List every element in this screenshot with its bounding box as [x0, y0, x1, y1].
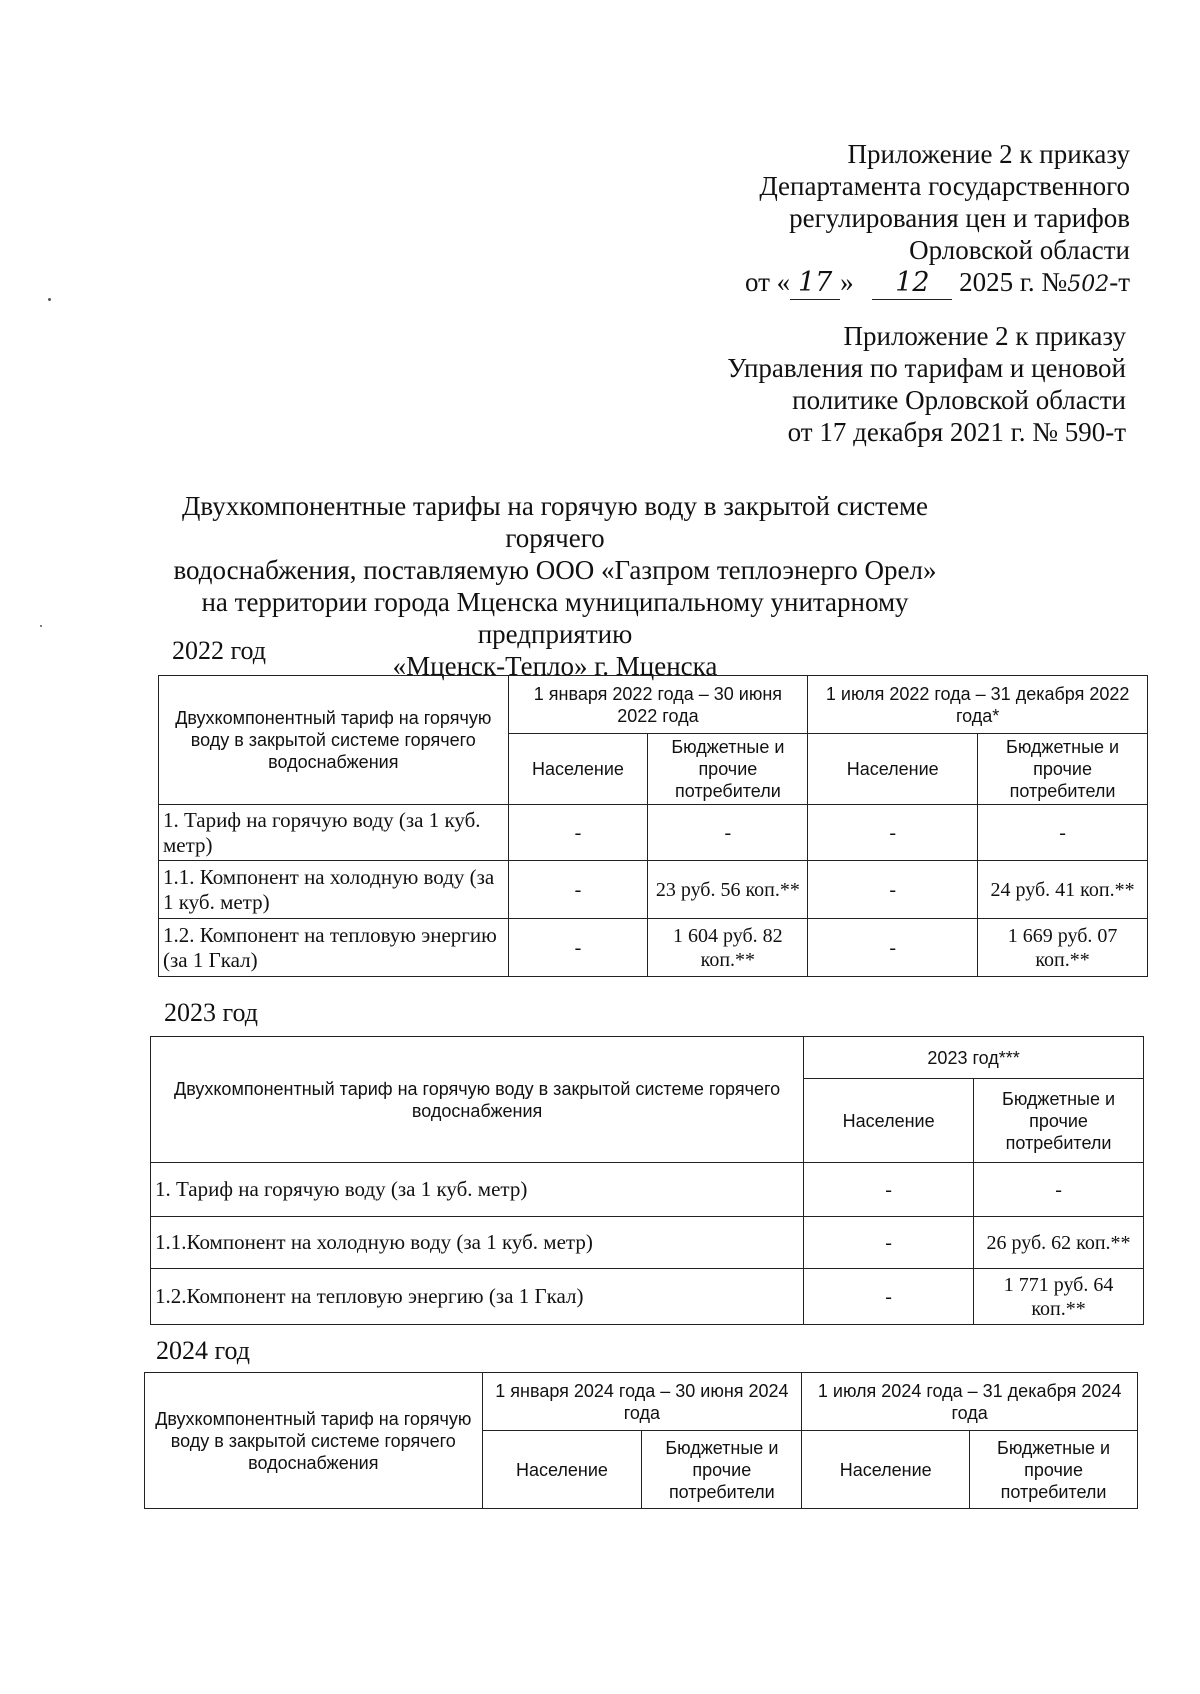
appendix-line: Управления по тарифам и ценовой — [727, 353, 1126, 383]
date-month-handwritten: 12 — [872, 267, 952, 300]
appendix-line: Приложение 2 к приказу — [843, 321, 1126, 351]
header-population: Население — [808, 734, 978, 805]
header-budget: Бюджетные и прочие потребители — [970, 1431, 1138, 1509]
tariff-table-2023 — [150, 1036, 1144, 1325]
title-line: водоснабжения, поставляемую ООО «Газпром теплоэнерго Орел» — [173, 555, 937, 585]
cell-value: - — [508, 861, 648, 919]
appendix-line: регулирования цен и тарифов — [789, 203, 1130, 233]
date-year: 2025 г. № — [959, 267, 1068, 297]
cell-value: - — [808, 861, 978, 919]
order-number-suffix: -т — [1109, 267, 1130, 297]
cell-value: - — [808, 919, 978, 977]
cell-value: - — [804, 1217, 974, 1269]
header-period: 2023 год*** — [804, 1037, 1144, 1079]
table-row — [159, 805, 1148, 861]
title-line: Двухкомпонентные тарифы на горячую воду в закрытой системе горячего — [181, 491, 929, 553]
title-line: на территории города Мценска муниципальному унитарному предприятию — [201, 587, 909, 649]
appendix-line: Приложение 2 к приказу — [847, 139, 1130, 169]
date-day-handwritten: 17 — [790, 267, 840, 300]
scan-speck — [48, 298, 51, 301]
cell-value: - — [804, 1163, 974, 1217]
row-label: 1.1. Компонент на холодную воду (за 1 куб. метр) — [159, 861, 509, 919]
appendix-line: политике Орловской области — [792, 385, 1126, 415]
title-line: «Мценск-Тепло» г. Мценска — [392, 651, 718, 681]
year-label-2023: 2023 год — [164, 998, 258, 1027]
cell-value: - — [648, 805, 808, 861]
appendix-line: Департамента государственного — [759, 171, 1130, 201]
cell-value: - — [804, 1269, 974, 1325]
header-budget: Бюджетные и прочие потребители — [974, 1079, 1144, 1163]
table-row — [151, 1163, 1144, 1217]
scan-speck — [40, 625, 42, 627]
cell-value: - — [808, 805, 978, 861]
cell-value: - — [508, 805, 648, 861]
cell-value: - — [974, 1163, 1144, 1217]
tariff-table-2022 — [158, 675, 1148, 977]
cell-value: 26 руб. 62 коп.** — [974, 1217, 1144, 1269]
appendix-header-original — [727, 320, 1126, 448]
appendix-date-line — [745, 266, 1130, 301]
header-budget: Бюджетные и прочие потребители — [648, 734, 808, 805]
date-mid: » — [840, 267, 854, 297]
row-label: 1. Тариф на горячую воду (за 1 куб. метр) — [159, 805, 509, 861]
header-tariff-caption: Двухкомпонентный тариф на горячую воду в закрытой системе горячего водоснабжения — [151, 1037, 804, 1163]
header-period-1: 1 января 2022 года – 30 июня 2022 года — [508, 676, 808, 734]
row-label: 1. Тариф на горячую воду (за 1 куб. метр) — [151, 1163, 804, 1217]
header-population: Население — [508, 734, 648, 805]
appendix-line: Орловской области — [909, 235, 1130, 265]
table-row — [151, 1269, 1144, 1325]
header-population: Население — [802, 1431, 970, 1509]
cell-value: 1 669 руб. 07 коп.** — [978, 919, 1148, 977]
date-prefix: от « — [744, 267, 791, 297]
appendix-line: от 17 декабря 2021 г. № 590-т — [787, 417, 1126, 447]
header-population: Население — [804, 1079, 974, 1163]
cell-value: 24 руб. 41 коп.** — [978, 861, 1148, 919]
header-tariff-caption: Двухкомпонентный тариф на горячую воду в закрытой системе горячего водоснабжения — [145, 1373, 483, 1509]
header-budget: Бюджетные и прочие потребители — [978, 734, 1148, 805]
tariff-table-2024 — [144, 1372, 1138, 1509]
header-tariff-caption: Двухкомпонентный тариф на горячую воду в закрытой системе горячего водоснабжения — [159, 676, 509, 805]
header-period-2: 1 июля 2022 года – 31 декабря 2022 года* — [808, 676, 1148, 734]
cell-value: 23 руб. 56 коп.** — [648, 861, 808, 919]
row-label: 1.2. Компонент на тепловую энергию (за 1 Гкал) — [159, 919, 509, 977]
cell-value: 1 771 руб. 64 коп.** — [974, 1269, 1144, 1325]
year-label-2024: 2024 год — [156, 1336, 250, 1365]
table-row — [151, 1217, 1144, 1269]
row-label: 1.1.Компонент на холодную воду (за 1 куб. метр) — [151, 1217, 804, 1269]
year-label-2022: 2022 год — [172, 636, 266, 665]
appendix-header-current — [745, 138, 1130, 301]
header-budget: Бюджетные и прочие потребители — [642, 1431, 802, 1509]
header-period-2: 1 июля 2024 года – 31 декабря 2024 года — [802, 1373, 1138, 1431]
header-population: Население — [482, 1431, 642, 1509]
row-label: 1.2.Компонент на тепловую энергию (за 1 Гкал) — [151, 1269, 804, 1325]
cell-value: 1 604 руб. 82 коп.** — [648, 919, 808, 977]
table-row — [159, 919, 1148, 977]
table-row — [159, 861, 1148, 919]
header-period-1: 1 января 2024 года – 30 июня 2024 года — [482, 1373, 802, 1431]
order-number-handwritten: 502 — [1067, 272, 1110, 297]
cell-value: - — [978, 805, 1148, 861]
cell-value: - — [508, 919, 648, 977]
